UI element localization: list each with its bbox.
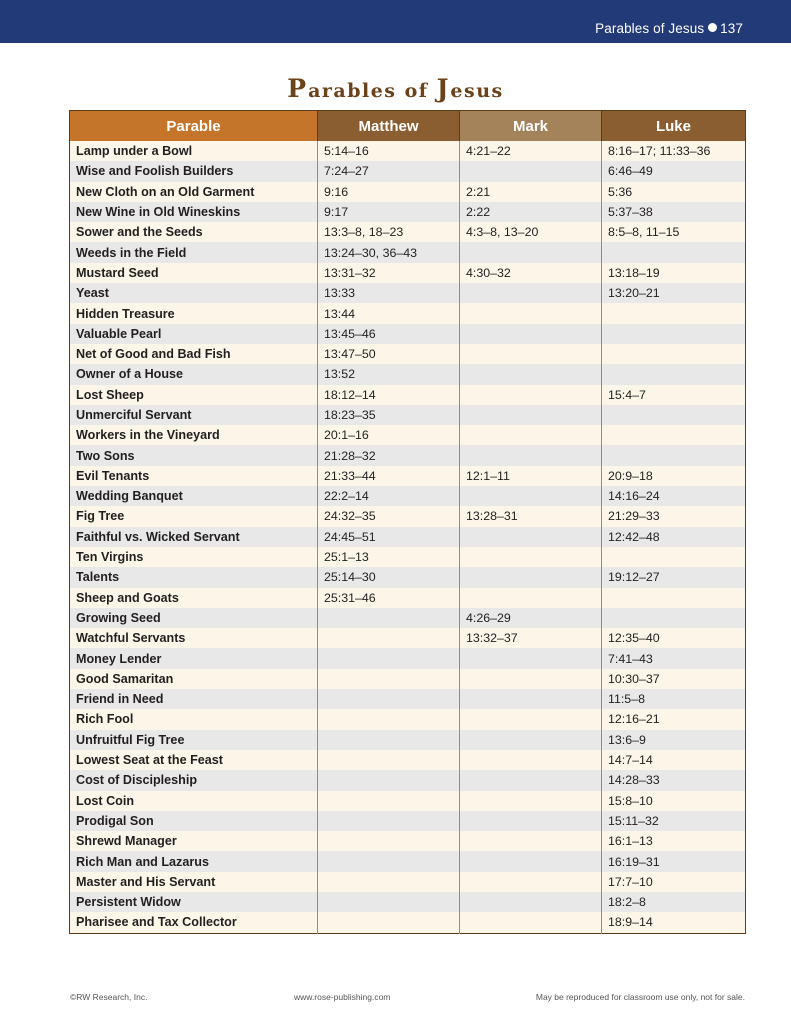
cell-luke: 15:8–10 xyxy=(602,791,746,811)
cell-parable: Talents xyxy=(70,567,318,587)
cell-mark xyxy=(460,445,602,465)
bullet-icon xyxy=(708,23,717,32)
cell-parable: Lost Sheep xyxy=(70,385,318,405)
cell-luke xyxy=(602,547,746,567)
cell-parable: Unmerciful Servant xyxy=(70,405,318,425)
cell-matthew: 5:14–16 xyxy=(318,141,460,161)
cell-matthew: 13:45–46 xyxy=(318,324,460,344)
cell-luke: 10:30–37 xyxy=(602,669,746,689)
cell-matthew: 13:47–50 xyxy=(318,344,460,364)
table-row xyxy=(70,648,746,668)
cell-matthew xyxy=(318,831,460,851)
cell-luke: 8:16–17; 11:33–36 xyxy=(602,141,746,161)
cell-matthew: 22:2–14 xyxy=(318,486,460,506)
table-row xyxy=(70,506,746,526)
cell-parable: Watchful Servants xyxy=(70,628,318,648)
table-row xyxy=(70,242,746,262)
running-title: Parables of Jesus xyxy=(595,21,705,36)
table-row xyxy=(70,608,746,628)
table-row xyxy=(70,872,746,892)
cell-parable: New Cloth on an Old Garment xyxy=(70,182,318,202)
cell-matthew xyxy=(318,709,460,729)
cell-matthew xyxy=(318,912,460,933)
cell-luke xyxy=(602,445,746,465)
cell-matthew: 18:12–14 xyxy=(318,385,460,405)
table-row xyxy=(70,161,746,181)
cell-luke: 16:1–13 xyxy=(602,831,746,851)
cell-parable: Money Lender xyxy=(70,648,318,668)
table-row xyxy=(70,486,746,506)
cell-luke: 5:37–38 xyxy=(602,202,746,222)
table-row xyxy=(70,912,746,933)
cell-matthew xyxy=(318,872,460,892)
cell-matthew: 7:24–27 xyxy=(318,161,460,181)
table-row xyxy=(70,141,746,161)
cell-luke: 13:6–9 xyxy=(602,730,746,750)
cell-mark xyxy=(460,770,602,790)
cell-matthew: 24:32–35 xyxy=(318,506,460,526)
cell-mark: 2:22 xyxy=(460,202,602,222)
cell-matthew xyxy=(318,689,460,709)
cell-parable: Fig Tree xyxy=(70,506,318,526)
cell-luke: 14:28–33 xyxy=(602,770,746,790)
cell-mark xyxy=(460,425,602,445)
cell-parable: Sower and the Seeds xyxy=(70,222,318,242)
cell-matthew: 9:17 xyxy=(318,202,460,222)
cell-parable: Mustard Seed xyxy=(70,263,318,283)
cell-luke: 17:7–10 xyxy=(602,872,746,892)
cell-matthew: 18:23–35 xyxy=(318,405,460,425)
cell-mark xyxy=(460,689,602,709)
table-row xyxy=(70,689,746,709)
table-row xyxy=(70,588,746,608)
table-row xyxy=(70,364,746,384)
cell-parable: Two Sons xyxy=(70,445,318,465)
cell-parable: Friend in Need xyxy=(70,689,318,709)
table-row xyxy=(70,283,746,303)
cell-parable: Rich Man and Lazarus xyxy=(70,851,318,871)
cell-matthew xyxy=(318,669,460,689)
cell-luke: 18:9–14 xyxy=(602,912,746,933)
cell-parable: Yeast xyxy=(70,283,318,303)
cell-parable: Rich Fool xyxy=(70,709,318,729)
cell-luke: 6:46–49 xyxy=(602,161,746,181)
table-row xyxy=(70,791,746,811)
cell-mark xyxy=(460,405,602,425)
cell-mark xyxy=(460,527,602,547)
cell-parable: Pharisee and Tax Collector xyxy=(70,912,318,933)
cell-parable: Lowest Seat at the Feast xyxy=(70,750,318,770)
cell-luke: 5:36 xyxy=(602,182,746,202)
column-header-matthew: Matthew xyxy=(318,111,460,142)
table-row xyxy=(70,182,746,202)
cell-parable: Weeds in the Field xyxy=(70,242,318,262)
cell-parable: Evil Tenants xyxy=(70,466,318,486)
cell-mark xyxy=(460,588,602,608)
cell-mark xyxy=(460,567,602,587)
table-row xyxy=(70,770,746,790)
table-row xyxy=(70,466,746,486)
cell-parable: Growing Seed xyxy=(70,608,318,628)
cell-matthew xyxy=(318,608,460,628)
cell-matthew: 13:24–30, 36–43 xyxy=(318,242,460,262)
cell-matthew xyxy=(318,851,460,871)
cell-matthew: 25:31–46 xyxy=(318,588,460,608)
cell-luke: 21:29–33 xyxy=(602,506,746,526)
cell-mark xyxy=(460,912,602,933)
cell-parable: Master and His Servant xyxy=(70,872,318,892)
cell-parable: Net of Good and Bad Fish xyxy=(70,344,318,364)
column-header-luke: Luke xyxy=(602,111,746,142)
cell-mark xyxy=(460,547,602,567)
cell-mark: 12:1–11 xyxy=(460,466,602,486)
cell-parable: Persistent Widow xyxy=(70,892,318,912)
cell-luke: 18:2–8 xyxy=(602,892,746,912)
table-row xyxy=(70,303,746,323)
cell-parable: Unfruitful Fig Tree xyxy=(70,730,318,750)
table-row xyxy=(70,324,746,344)
cell-mark: 13:28–31 xyxy=(460,506,602,526)
cell-matthew: 13:31–32 xyxy=(318,263,460,283)
cell-luke xyxy=(602,405,746,425)
cell-luke xyxy=(602,588,746,608)
cell-mark xyxy=(460,831,602,851)
cell-mark: 4:21–22 xyxy=(460,141,602,161)
cell-parable: Owner of a House xyxy=(70,364,318,384)
cell-mark xyxy=(460,648,602,668)
cell-matthew: 25:14–30 xyxy=(318,567,460,587)
cell-mark: 13:32–37 xyxy=(460,628,602,648)
cell-luke: 14:16–24 xyxy=(602,486,746,506)
cell-parable: New Wine in Old Wineskins xyxy=(70,202,318,222)
cell-matthew: 25:1–13 xyxy=(318,547,460,567)
cell-luke xyxy=(602,303,746,323)
cell-matthew xyxy=(318,892,460,912)
cell-luke: 16:19–31 xyxy=(602,851,746,871)
cell-luke: 20:9–18 xyxy=(602,466,746,486)
cell-mark: 2:21 xyxy=(460,182,602,202)
cell-luke: 13:20–21 xyxy=(602,283,746,303)
footer-website: www.rose-publishing.com xyxy=(294,992,391,1002)
cell-mark xyxy=(460,892,602,912)
table-row xyxy=(70,831,746,851)
cell-matthew: 13:52 xyxy=(318,364,460,384)
cell-luke xyxy=(602,324,746,344)
table-row xyxy=(70,425,746,445)
cell-mark: 4:26–29 xyxy=(460,608,602,628)
cell-mark xyxy=(460,242,602,262)
cell-mark xyxy=(460,486,602,506)
cell-mark: 4:30–32 xyxy=(460,263,602,283)
cell-luke xyxy=(602,608,746,628)
cell-luke xyxy=(602,425,746,445)
cell-matthew xyxy=(318,730,460,750)
cell-luke: 14:7–14 xyxy=(602,750,746,770)
cell-matthew: 13:3–8, 18–23 xyxy=(318,222,460,242)
table-row xyxy=(70,222,746,242)
footer-notice: May be reproduced for classroom use only, not for sale. xyxy=(535,992,745,1002)
cell-parable: Faithful vs. Wicked Servant xyxy=(70,527,318,547)
table-row xyxy=(70,730,746,750)
cell-matthew xyxy=(318,648,460,668)
cell-parable: Shrewd Manager xyxy=(70,831,318,851)
table-row xyxy=(70,405,746,425)
cell-parable: Cost of Discipleship xyxy=(70,770,318,790)
cell-luke: 7:41–43 xyxy=(602,648,746,668)
cell-matthew: 13:33 xyxy=(318,283,460,303)
page-title: Parables of Jesus xyxy=(287,74,504,103)
cell-luke: 11:5–8 xyxy=(602,689,746,709)
column-header-parable: Parable xyxy=(70,111,318,142)
parables-table xyxy=(69,110,746,934)
cell-matthew: 9:16 xyxy=(318,182,460,202)
cell-mark xyxy=(460,364,602,384)
cell-mark xyxy=(460,283,602,303)
cell-matthew: 13:44 xyxy=(318,303,460,323)
table-row xyxy=(70,263,746,283)
cell-matthew: 21:28–32 xyxy=(318,445,460,465)
cell-parable: Workers in the Vineyard xyxy=(70,425,318,445)
cell-parable: Sheep and Goats xyxy=(70,588,318,608)
table-row xyxy=(70,750,746,770)
cell-luke: 15:4–7 xyxy=(602,385,746,405)
cell-luke: 15:11–32 xyxy=(602,811,746,831)
cell-parable: Ten Virgins xyxy=(70,547,318,567)
cell-matthew: 24:45–51 xyxy=(318,527,460,547)
table-row xyxy=(70,628,746,648)
running-header xyxy=(595,21,743,36)
cell-mark xyxy=(460,811,602,831)
cell-mark xyxy=(460,791,602,811)
table-row xyxy=(70,344,746,364)
cell-matthew: 21:33–44 xyxy=(318,466,460,486)
cell-luke: 12:16–21 xyxy=(602,709,746,729)
footer-copyright: ©RW Research, Inc. xyxy=(70,992,148,1002)
cell-luke: 12:42–48 xyxy=(602,527,746,547)
cell-luke xyxy=(602,242,746,262)
cell-parable: Lamp under a Bowl xyxy=(70,141,318,161)
cell-mark xyxy=(460,385,602,405)
table-row xyxy=(70,709,746,729)
cell-mark xyxy=(460,303,602,323)
cell-parable: Valuable Pearl xyxy=(70,324,318,344)
cell-luke xyxy=(602,344,746,364)
cell-matthew xyxy=(318,750,460,770)
cell-luke: 8:5–8, 11–15 xyxy=(602,222,746,242)
cell-mark xyxy=(460,669,602,689)
cell-mark xyxy=(460,851,602,871)
cell-mark xyxy=(460,324,602,344)
cell-luke: 13:18–19 xyxy=(602,263,746,283)
cell-matthew xyxy=(318,811,460,831)
cell-parable: Prodigal Son xyxy=(70,811,318,831)
cell-parable: Hidden Treasure xyxy=(70,303,318,323)
table-row xyxy=(70,547,746,567)
table-body xyxy=(70,141,746,933)
cell-luke: 12:35–40 xyxy=(602,628,746,648)
cell-matthew: 20:1–16 xyxy=(318,425,460,445)
table-header-row xyxy=(70,111,746,142)
cell-matthew xyxy=(318,628,460,648)
header-bar xyxy=(0,0,791,43)
cell-mark xyxy=(460,872,602,892)
cell-parable: Wedding Banquet xyxy=(70,486,318,506)
table-row xyxy=(70,385,746,405)
cell-mark xyxy=(460,161,602,181)
cell-mark xyxy=(460,344,602,364)
cell-parable: Wise and Foolish Builders xyxy=(70,161,318,181)
table-row xyxy=(70,851,746,871)
cell-luke: 19:12–27 xyxy=(602,567,746,587)
table-row xyxy=(70,202,746,222)
cell-mark xyxy=(460,709,602,729)
column-header-mark: Mark xyxy=(460,111,602,142)
cell-parable: Good Samaritan xyxy=(70,669,318,689)
table-row xyxy=(70,892,746,912)
table-row xyxy=(70,567,746,587)
table-row xyxy=(70,527,746,547)
table-row xyxy=(70,445,746,465)
cell-mark: 4:3–8, 13–20 xyxy=(460,222,602,242)
cell-mark xyxy=(460,730,602,750)
cell-luke xyxy=(602,364,746,384)
cell-matthew xyxy=(318,770,460,790)
cell-matthew xyxy=(318,791,460,811)
table-row xyxy=(70,669,746,689)
table-row xyxy=(70,811,746,831)
page-number: 137 xyxy=(720,21,743,36)
cell-parable: Lost Coin xyxy=(70,791,318,811)
cell-mark xyxy=(460,750,602,770)
